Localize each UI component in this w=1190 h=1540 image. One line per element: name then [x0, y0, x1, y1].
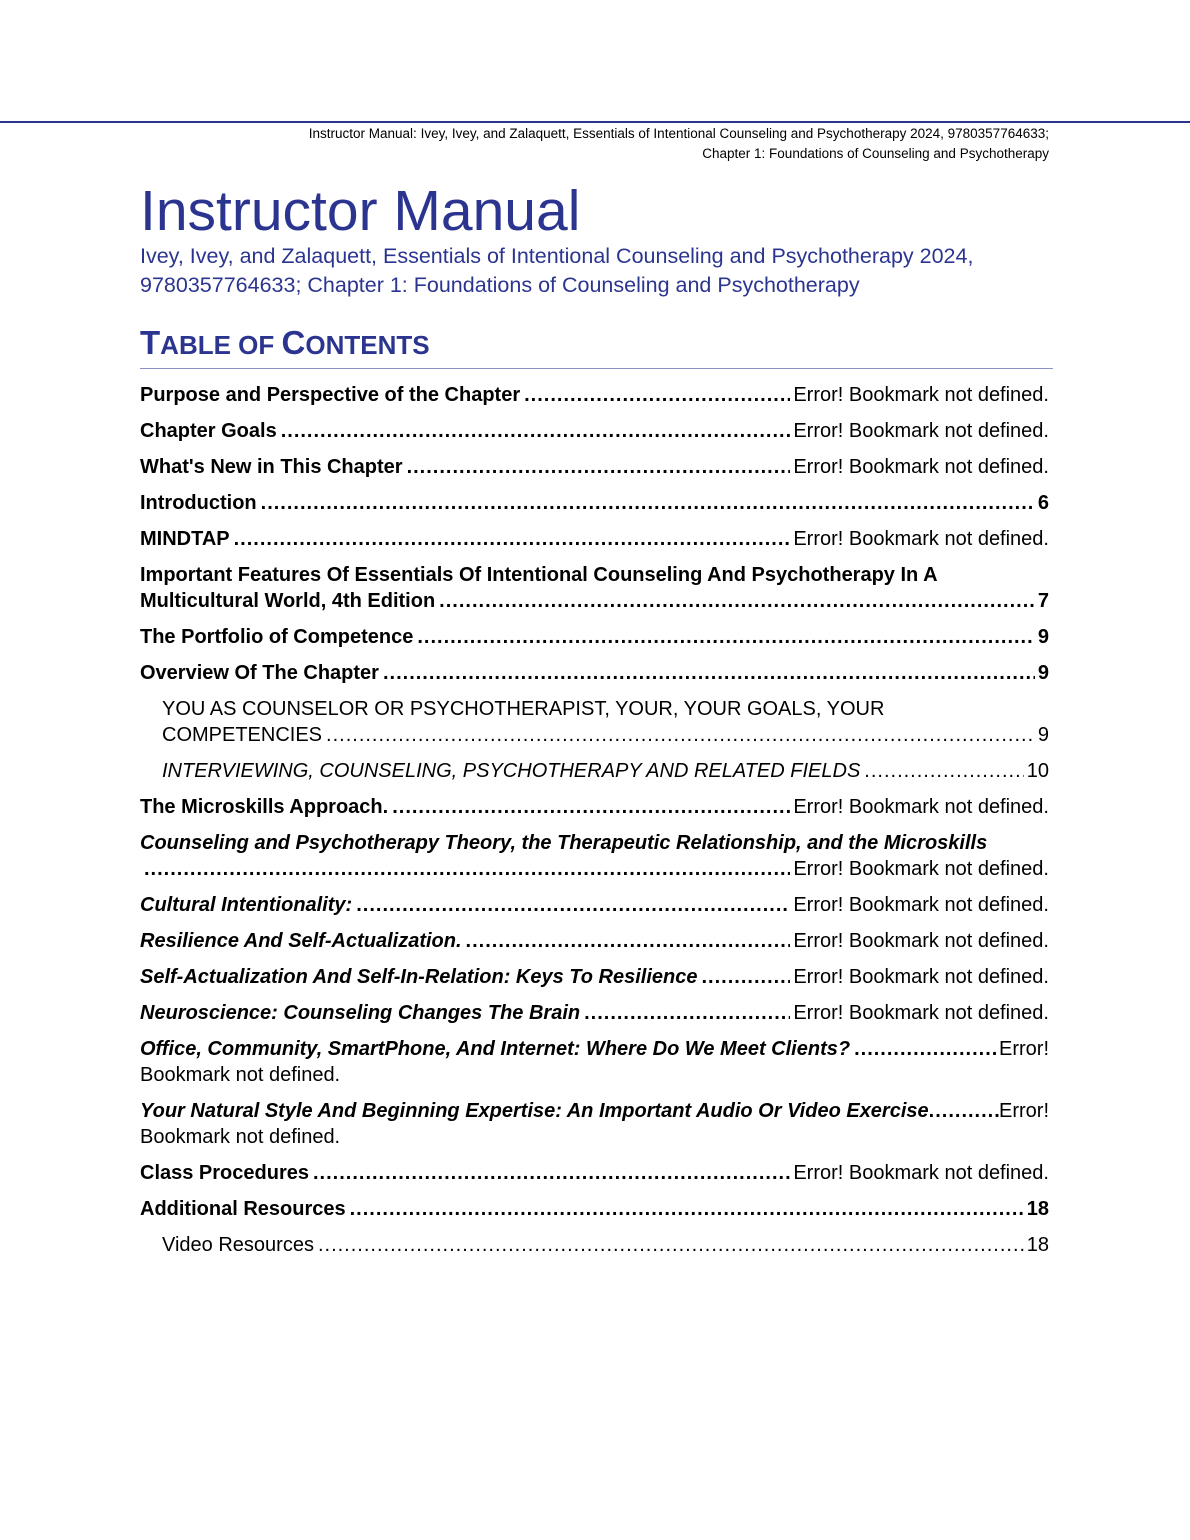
- toc-entry-page: 6: [1037, 492, 1049, 514]
- toc-entry-label[interactable]: Cultural Intentionality:: [140, 894, 353, 916]
- toc-entry-neuroscience[interactable]: [140, 1000, 1049, 1026]
- toc-entry-label[interactable]: Overview Of The Chapter: [140, 662, 379, 684]
- toc-leader-dots: [350, 1196, 1024, 1222]
- running-header-line2: Chapter 1: Foundations of Counseling and Psychotherapy: [702, 146, 1049, 161]
- toc-entry-portfolio[interactable]: [140, 624, 1049, 650]
- toc-entry-label[interactable]: MINDTAP: [140, 528, 230, 550]
- toc-entry-page: Error!: [999, 1100, 1049, 1122]
- toc-entry-theory[interactable]: [140, 830, 1049, 882]
- toc-leader-dots: [326, 722, 1035, 748]
- toc-heading-rest-1: ABLE OF: [160, 330, 282, 360]
- toc-leader-dots: [356, 892, 790, 918]
- toc-entry-page: Error! Bookmark not defined.: [793, 1162, 1049, 1184]
- page-subtitle: Ivey, Ivey, and Zalaquett, Essentials of Intentional Counseling and Psychotherapy 2024, 9780357764633; Chapter 1: Foundations of Counseling and Psychotherapy: [140, 244, 974, 297]
- toc-entry-label-line1[interactable]: YOU AS COUNSELOR OR PSYCHOTHERAPIST, YOUR, YOUR GOALS, YOUR: [162, 698, 885, 720]
- toc-entry-page: Error! Bookmark not defined.: [793, 456, 1049, 478]
- toc-leader-dots: [318, 1232, 1024, 1258]
- toc-entry-page: Error! Bookmark not defined.: [793, 1002, 1049, 1024]
- toc-entry-overview[interactable]: [140, 660, 1049, 686]
- toc-entry-label[interactable]: The Microskills Approach.: [140, 796, 389, 818]
- toc-entry-label[interactable]: Office, Community, SmartPhone, And Internet: Where Do We Meet Clients?: [140, 1038, 851, 1060]
- toc-entry-label[interactable]: What's New in This Chapter: [140, 456, 403, 478]
- toc-entry-page: 7: [1037, 590, 1049, 612]
- toc-leader-dots: [407, 454, 791, 480]
- toc-entry-page: 10: [1026, 760, 1049, 782]
- toc-leader-dots: [584, 1000, 790, 1026]
- toc-entry-additional-resources[interactable]: [140, 1196, 1049, 1222]
- toc-leader-dots: [702, 964, 791, 990]
- toc-entry-page-continued: Bookmark not defined.: [140, 1126, 341, 1148]
- toc-leader-dots: [524, 382, 790, 408]
- toc-leader-dots: [383, 660, 1035, 686]
- toc-leader-dots: [234, 526, 791, 552]
- toc-entry-label[interactable]: Introduction: [140, 492, 257, 514]
- toc-entry-introduction[interactable]: [140, 490, 1049, 516]
- toc-entry-page: 18: [1026, 1198, 1049, 1220]
- toc-entry-label[interactable]: Additional Resources: [140, 1198, 346, 1220]
- toc-leader-dots: [466, 928, 791, 954]
- toc-entry-label[interactable]: Video Resources: [162, 1234, 314, 1256]
- toc-entry-label[interactable]: Multicultural World, 4th Edition: [140, 590, 436, 612]
- toc-entry-natural-style[interactable]: [140, 1098, 1049, 1150]
- toc-entry-label-line1[interactable]: Counseling and Psychotherapy Theory, the Therapeutic Relationship, and the Microskills: [140, 832, 988, 854]
- toc-entry-label[interactable]: Chapter Goals: [140, 420, 277, 442]
- toc-entry-page: Error! Bookmark not defined.: [793, 796, 1049, 818]
- toc-entry-page: 9: [1037, 724, 1049, 746]
- toc-entry-page: Error! Bookmark not defined.: [793, 384, 1049, 406]
- toc-entry-page: 9: [1037, 626, 1049, 648]
- toc-entry-you-as-counselor[interactable]: [140, 696, 1049, 748]
- toc-entry-page: Error! Bookmark not defined.: [793, 966, 1049, 988]
- toc-entry-microskills[interactable]: [140, 794, 1049, 820]
- toc-leader-dots: [439, 588, 1035, 614]
- toc-entry-page: Error! Bookmark not defined.: [793, 894, 1049, 916]
- toc-heading: [140, 324, 1053, 369]
- running-header: [99, 124, 1049, 164]
- header-rule: [0, 121, 1190, 123]
- toc-entry-page: Error!: [999, 1038, 1049, 1060]
- toc-entry-mindtap[interactable]: [140, 526, 1049, 552]
- toc-leader-dots: [313, 1160, 790, 1186]
- toc-heading-cap-t: T: [140, 324, 161, 361]
- toc-entry-label[interactable]: COMPETENCIES: [162, 724, 323, 746]
- toc-entry-page: Error! Bookmark not defined.: [793, 858, 1049, 880]
- toc-entry-video-resources[interactable]: [140, 1232, 1049, 1258]
- toc-entry-office-community[interactable]: [140, 1036, 1049, 1088]
- toc-entry-page: Error! Bookmark not defined.: [793, 528, 1049, 550]
- toc-leader-dots: [929, 1098, 999, 1124]
- running-header-line1: Instructor Manual: Ivey, Ivey, and Zalaquett, Essentials of Intentional Counseling and Psychotherapy 2024, 9780357764633;: [308, 126, 1049, 141]
- page-title: Instructor Manual: [140, 179, 581, 243]
- toc-entry-label[interactable]: Self-Actualization And Self-In-Relation: Keys To Resilience: [140, 966, 698, 988]
- toc-entry-important-features[interactable]: [140, 562, 1049, 614]
- toc-entry-page-continued: Bookmark not defined.: [140, 1064, 341, 1086]
- toc-entry-interviewing[interactable]: [140, 758, 1049, 784]
- toc-entry-label[interactable]: Your Natural Style And Beginning Expertise: An Important Audio Or Video Exercise: [140, 1100, 929, 1122]
- toc-entry-chapter-goals[interactable]: [140, 418, 1049, 444]
- toc-entry-cultural-intentionality[interactable]: [140, 892, 1049, 918]
- toc-leader-dots: [281, 418, 791, 444]
- toc-entry-label[interactable]: The Portfolio of Competence: [140, 626, 414, 648]
- toc-entry-label[interactable]: Purpose and Perspective of the Chapter: [140, 384, 521, 406]
- toc-leader-dots: [864, 758, 1023, 784]
- toc-leader-dots: [854, 1036, 996, 1062]
- toc-leader-dots: [392, 794, 790, 820]
- toc-heading-rest-2: ONTENTS: [305, 330, 430, 360]
- toc-entry-page: 18: [1026, 1234, 1049, 1256]
- toc-entry-resilience[interactable]: [140, 928, 1049, 954]
- toc-leader-dots: [261, 490, 1035, 516]
- toc-entry-label[interactable]: Class Procedures: [140, 1162, 309, 1184]
- table-of-contents: [140, 382, 1049, 1268]
- toc-entry-page: Error! Bookmark not defined.: [793, 930, 1049, 952]
- toc-entry-purpose[interactable]: [140, 382, 1049, 408]
- toc-entry-page: 9: [1037, 662, 1049, 684]
- toc-entry-class-procedures[interactable]: [140, 1160, 1049, 1186]
- toc-leader-dots: [144, 856, 790, 882]
- toc-entry-label-line1[interactable]: Important Features Of Essentials Of Intentional Counseling And Psychotherapy In A: [140, 564, 938, 586]
- toc-entry-label[interactable]: Resilience And Self-Actualization.: [140, 930, 462, 952]
- toc-entry-whats-new[interactable]: [140, 454, 1049, 480]
- toc-heading-cap-c: C: [281, 324, 306, 361]
- toc-entry-self-actualization[interactable]: [140, 964, 1049, 990]
- toc-leader-dots: [417, 624, 1035, 650]
- toc-entry-label[interactable]: INTERVIEWING, COUNSELING, PSYCHOTHERAPY AND RELATED FIELDS: [162, 760, 861, 782]
- toc-entry-label[interactable]: Neuroscience: Counseling Changes The Brain: [140, 1002, 581, 1024]
- toc-entry-page: Error! Bookmark not defined.: [793, 420, 1049, 442]
